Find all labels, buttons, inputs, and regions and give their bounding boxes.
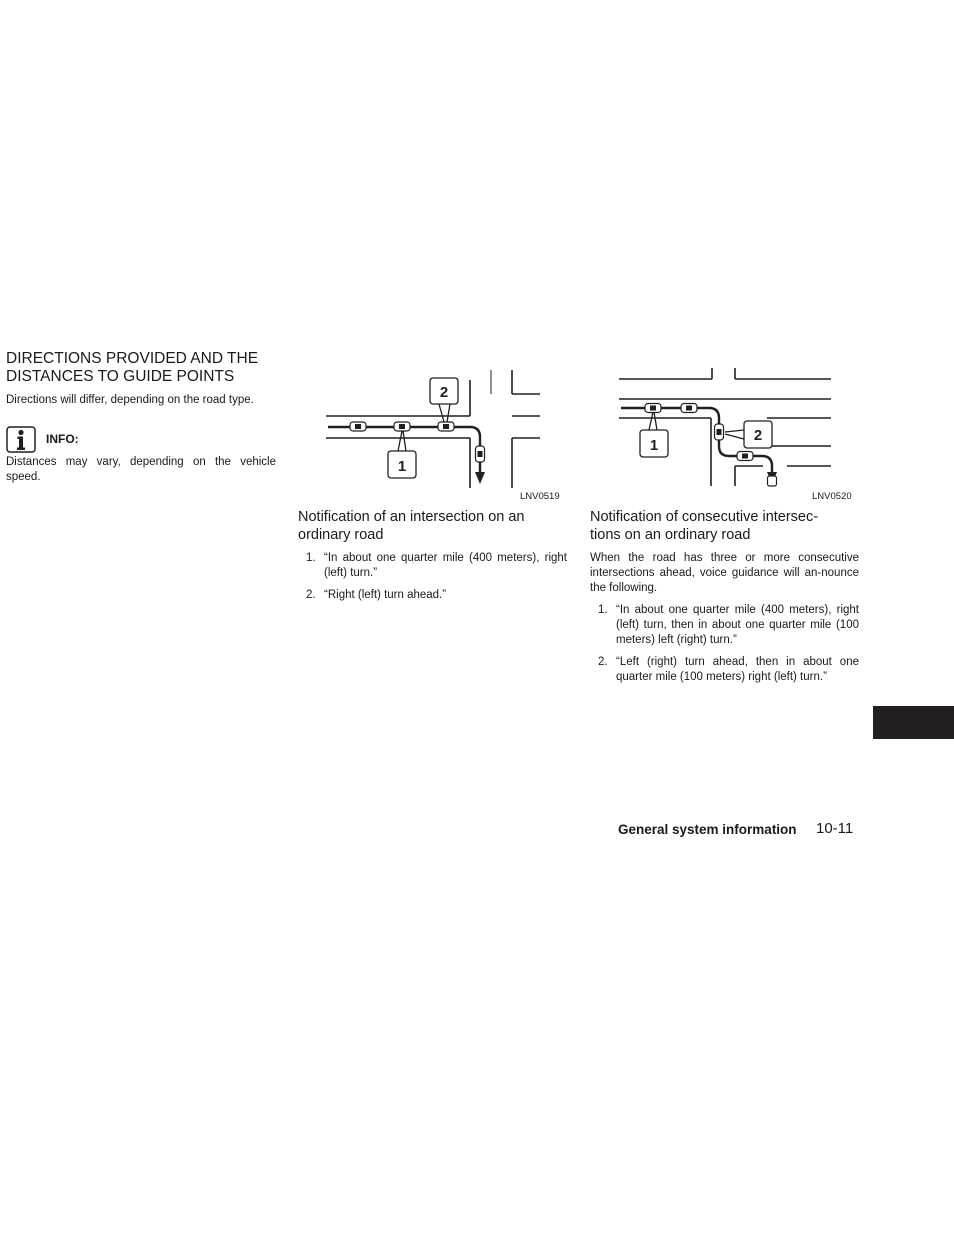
list-item-text: “Right (left) turn ahead.”	[324, 589, 447, 601]
list-item	[598, 603, 859, 650]
callout-1-label: 1	[649, 437, 659, 454]
callout-2-label: 2	[753, 427, 763, 444]
list-item	[598, 655, 859, 687]
info-text: Distances may vary, depending on the vehicle speed.	[6, 456, 276, 483]
figure2-caption: LNV0520	[812, 491, 852, 502]
section-heading-line2: DISTANCES TO GUIDE POINTS	[6, 368, 235, 385]
figure-consecutive-intersections-diagram	[617, 366, 833, 490]
right-heading	[590, 508, 865, 544]
footer-section-title: General system information	[618, 822, 797, 837]
callout-2-box	[725, 421, 772, 448]
list-item-text: “In about one quarter mile (400 meters), right (left) turn.”	[324, 552, 567, 579]
callout-1-label: 1	[397, 458, 407, 475]
section-heading-line1: DIRECTIONS PROVIDED AND THE	[6, 350, 259, 367]
route-arrow-icon	[475, 472, 485, 484]
list-item-number: 1.	[598, 604, 608, 616]
page-number: 10-11	[816, 820, 854, 837]
callout-2-label: 2	[439, 384, 449, 401]
consecutive-intersections-diagram	[617, 366, 833, 490]
info-icon	[6, 426, 36, 453]
list-item-number: 1.	[306, 552, 316, 564]
list-item-number: 2.	[598, 656, 608, 668]
list-item	[306, 588, 567, 605]
intro-paragraph: Directions will differ, depending on the road type.	[6, 394, 254, 406]
info-label: INFO:	[46, 432, 79, 446]
list-item	[306, 551, 567, 583]
section-tab	[873, 706, 954, 739]
right-heading-line2: tions on an ordinary road	[590, 527, 751, 543]
list-item-number: 2.	[306, 589, 316, 601]
middle-heading-line2: ordinary road	[298, 527, 384, 543]
list-item-text: “In about one quarter mile (400 meters), right (left) turn, then in about one quarter mile (100 meters) left (right) turn.”	[616, 604, 859, 646]
middle-heading-line1: Notification of an intersection on an	[298, 509, 525, 525]
right-intro-paragraph: When the road has three or more consecutive intersections ahead, voice guidance will an-nounce the following.	[590, 552, 859, 594]
intersection-diagram	[320, 366, 570, 490]
right-heading-line1: Notification of consecutive intersec-	[590, 509, 819, 525]
list-item-text: “Left (right) turn ahead, then in about one quarter mile (100 meters) right (left) turn.”	[616, 656, 859, 683]
figure1-caption: LNV0519	[520, 491, 560, 502]
middle-heading	[298, 508, 573, 544]
figure-intersection-diagram	[320, 366, 570, 490]
section-heading	[6, 350, 281, 386]
